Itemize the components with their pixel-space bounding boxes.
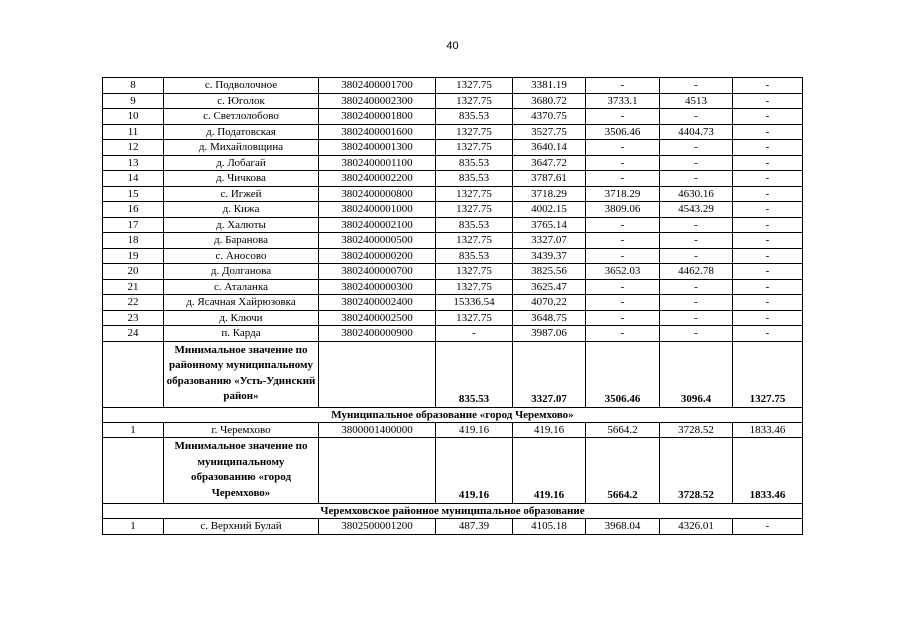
- table-row: [103, 109, 803, 125]
- table-cell-code: 3802500001200: [319, 519, 436, 535]
- table-cell-v2: 3439.37: [513, 248, 586, 264]
- table-cell-v1: 835.53: [436, 109, 513, 125]
- table-cell-n: 23: [103, 310, 164, 326]
- table-cell-code: 3802400001800: [319, 109, 436, 125]
- table-cell-v4: 4543.29: [660, 202, 733, 218]
- table-cell-v4: -: [660, 248, 733, 264]
- table-cell-v5: -: [733, 326, 803, 342]
- section-title: Черемховское районное муниципальное образование: [103, 504, 803, 519]
- table-cell-name: с. Игжей: [164, 186, 319, 202]
- table-cell-v3: 3652.03: [586, 264, 660, 280]
- table-cell-name: д. Чичкова: [164, 171, 319, 187]
- table-cell-v2: 3527.75: [513, 124, 586, 140]
- table-cell-v3: -: [586, 279, 660, 295]
- table-row: [103, 295, 803, 311]
- table-cell-v4: 4462.78: [660, 264, 733, 280]
- table-cell-n: 14: [103, 171, 164, 187]
- table-cell-v4: -: [660, 109, 733, 125]
- table-cell-n: 1: [103, 519, 164, 535]
- table-cell-code: 3802400002100: [319, 217, 436, 233]
- table-cell-name: д. Халюты: [164, 217, 319, 233]
- tariff-table: [102, 77, 803, 535]
- table-cell-v5: -: [733, 279, 803, 295]
- table-cell-v2: 3625.47: [513, 279, 586, 295]
- table-cell-v1: 487.39: [436, 519, 513, 535]
- table-cell-v4: 4630.16: [660, 186, 733, 202]
- min-value-label: Минимальное значение по районному муниципальному образованию «Усть-Удинский район»: [164, 341, 319, 407]
- table-cell-v3: 3718.29: [586, 186, 660, 202]
- table-cell-v5: -: [733, 109, 803, 125]
- table-cell-v3: -: [586, 78, 660, 94]
- table-cell-name: д. Михайловщина: [164, 140, 319, 156]
- table-row: [103, 140, 803, 156]
- table-row: [103, 326, 803, 342]
- table-cell-v5: -: [733, 93, 803, 109]
- table-cell-name: д. Долганова: [164, 264, 319, 280]
- table-cell-v3: 3968.04: [586, 519, 660, 535]
- table-row: [103, 93, 803, 109]
- table-cell-v1: 1327.75: [436, 310, 513, 326]
- table-cell-v2: 3825.56: [513, 264, 586, 280]
- table-cell-n: 22: [103, 295, 164, 311]
- table-row: [103, 233, 803, 249]
- table-cell-v2: 4105.18: [513, 519, 586, 535]
- table-cell-v1: 1327.75: [436, 140, 513, 156]
- table-cell: [103, 438, 164, 504]
- table-cell: [319, 341, 436, 407]
- table-cell-v3: -: [586, 217, 660, 233]
- table-cell-v4: 4404.73: [660, 124, 733, 140]
- table-cell-n: 16: [103, 202, 164, 218]
- table-row: [103, 217, 803, 233]
- min-value-cell: 1327.75: [733, 341, 803, 407]
- table-cell-v1: 1327.75: [436, 264, 513, 280]
- table-cell-name: с. Верхний Булай: [164, 519, 319, 535]
- min-value-cell: 419.16: [436, 438, 513, 504]
- table-cell-v3: -: [586, 109, 660, 125]
- section-title: Муниципальное образование «город Черемхово»: [103, 407, 803, 422]
- min-value-cell: 3506.46: [586, 341, 660, 407]
- table-cell-n: 18: [103, 233, 164, 249]
- table-cell-name: с. Аносово: [164, 248, 319, 264]
- table-row: [103, 422, 803, 438]
- table-cell-v4: -: [660, 310, 733, 326]
- min-value-cell: 3096.4: [660, 341, 733, 407]
- table-cell-v4: 3728.52: [660, 422, 733, 438]
- table-cell-v4: 4513: [660, 93, 733, 109]
- table-cell-code: 3802400001300: [319, 140, 436, 156]
- table-cell-v4: -: [660, 326, 733, 342]
- table-cell-v3: -: [586, 310, 660, 326]
- table-cell-v4: -: [660, 217, 733, 233]
- table-cell-code: 3802400000500: [319, 233, 436, 249]
- table-cell-name: д. Ключи: [164, 310, 319, 326]
- table-cell-v2: 3648.75: [513, 310, 586, 326]
- table-cell-n: 9: [103, 93, 164, 109]
- table-cell-v4: -: [660, 140, 733, 156]
- table-cell-v1: 835.53: [436, 171, 513, 187]
- table-cell-v1: 419.16: [436, 422, 513, 438]
- table-cell-v5: -: [733, 310, 803, 326]
- table-cell-v5: -: [733, 233, 803, 249]
- table-cell-v5: -: [733, 186, 803, 202]
- table-cell-name: п. Карда: [164, 326, 319, 342]
- min-value-label: Минимальное значение по муниципальному образованию «город Черемхово»: [164, 438, 319, 504]
- table-cell-name: д. Баранова: [164, 233, 319, 249]
- table-row: [103, 171, 803, 187]
- table-cell-v1: 1327.75: [436, 124, 513, 140]
- table-cell-name: с. Аталанка: [164, 279, 319, 295]
- table-cell-v1: 1327.75: [436, 233, 513, 249]
- table-cell-v3: -: [586, 171, 660, 187]
- table-cell-n: 10: [103, 109, 164, 125]
- table-cell-v1: 1327.75: [436, 186, 513, 202]
- table-cell-n: 19: [103, 248, 164, 264]
- table-cell-v5: -: [733, 217, 803, 233]
- table-cell-code: 3802400002500: [319, 310, 436, 326]
- table-cell-v3: 3809.06: [586, 202, 660, 218]
- table-row: [103, 186, 803, 202]
- table-cell-n: 21: [103, 279, 164, 295]
- min-value-cell: 835.53: [436, 341, 513, 407]
- table-cell-v5: -: [733, 171, 803, 187]
- table-cell-v1: 1327.75: [436, 202, 513, 218]
- table-cell-v5: -: [733, 202, 803, 218]
- table-row: [103, 155, 803, 171]
- table-body: [103, 78, 803, 535]
- table-cell-name: с. Подволочное: [164, 78, 319, 94]
- min-value-cell: 419.16: [513, 438, 586, 504]
- table-cell-v2: 3647.72: [513, 155, 586, 171]
- table-cell-code: 3800001400000: [319, 422, 436, 438]
- table-cell-v5: -: [733, 155, 803, 171]
- table-cell-v5: -: [733, 248, 803, 264]
- min-value-cell: 3728.52: [660, 438, 733, 504]
- table-cell-v2: 3787.61: [513, 171, 586, 187]
- section-header-row: [103, 504, 803, 519]
- table-cell-name: с. Юголок: [164, 93, 319, 109]
- table-cell-v4: -: [660, 171, 733, 187]
- table-row: [103, 248, 803, 264]
- min-value-cell: 5664.2: [586, 438, 660, 504]
- table-cell-v2: 419.16: [513, 422, 586, 438]
- table-cell-v3: -: [586, 248, 660, 264]
- table-row: [103, 124, 803, 140]
- table-cell-v2: 4370.75: [513, 109, 586, 125]
- table-cell-v3: -: [586, 326, 660, 342]
- table-cell-v5: -: [733, 519, 803, 535]
- table-cell-n: 13: [103, 155, 164, 171]
- table-cell-v2: 3327.07: [513, 233, 586, 249]
- table-cell-v2: 3718.29: [513, 186, 586, 202]
- table-cell-code: 3802400000300: [319, 279, 436, 295]
- table-cell-n: 1: [103, 422, 164, 438]
- table-cell-n: 11: [103, 124, 164, 140]
- table-cell-v1: 835.53: [436, 217, 513, 233]
- table-cell-name: д. Податовская: [164, 124, 319, 140]
- table-cell-n: 12: [103, 140, 164, 156]
- table-cell-code: 3802400002200: [319, 171, 436, 187]
- table-cell-code: 3802400001100: [319, 155, 436, 171]
- min-value-row-cheremkhovo: [103, 438, 803, 504]
- table-cell-v1: 1327.75: [436, 78, 513, 94]
- table-cell-code: 3802400002300: [319, 93, 436, 109]
- table-cell-code: 3802400000700: [319, 264, 436, 280]
- table-cell-v4: -: [660, 155, 733, 171]
- table-cell-v4: -: [660, 295, 733, 311]
- table-cell-code: 3802400002400: [319, 295, 436, 311]
- table-cell-n: 17: [103, 217, 164, 233]
- table-cell-v5: -: [733, 78, 803, 94]
- table-cell-name: с. Светлолобово: [164, 109, 319, 125]
- table-cell-n: 20: [103, 264, 164, 280]
- table-cell-name: д. Ясачная Хайрюзовка: [164, 295, 319, 311]
- table-cell-n: 8: [103, 78, 164, 94]
- table-row: [103, 310, 803, 326]
- table-cell-v2: 3381.19: [513, 78, 586, 94]
- table-cell-v5: -: [733, 264, 803, 280]
- table-cell-v4: -: [660, 233, 733, 249]
- table-cell-v4: -: [660, 279, 733, 295]
- min-value-cell: 1833.46: [733, 438, 803, 504]
- table-row: [103, 202, 803, 218]
- table-cell-v3: -: [586, 233, 660, 249]
- table-cell-name: д. Лобагай: [164, 155, 319, 171]
- table-cell-v1: 1327.75: [436, 93, 513, 109]
- table-cell-v2: 3680.72: [513, 93, 586, 109]
- table-cell-v2: 3987.06: [513, 326, 586, 342]
- table-cell-v2: 4070.22: [513, 295, 586, 311]
- table-cell-v3: 3506.46: [586, 124, 660, 140]
- table-cell-v3: 3733.1: [586, 93, 660, 109]
- table-row: [103, 279, 803, 295]
- table-cell-v5: -: [733, 124, 803, 140]
- table-cell-v5: -: [733, 140, 803, 156]
- table-cell: [319, 438, 436, 504]
- table-cell-v5: 1833.46: [733, 422, 803, 438]
- table-cell: [103, 341, 164, 407]
- table-cell-v1: -: [436, 326, 513, 342]
- table-cell-code: 3802400001000: [319, 202, 436, 218]
- table-cell-v3: -: [586, 140, 660, 156]
- table-cell-code: 3802400001600: [319, 124, 436, 140]
- table-cell-name: г. Черемхово: [164, 422, 319, 438]
- table-cell-v1: 835.53: [436, 248, 513, 264]
- table-cell-v1: 15336.54: [436, 295, 513, 311]
- table-cell-code: 3802400000200: [319, 248, 436, 264]
- section-header-row: [103, 407, 803, 422]
- table-cell-v5: -: [733, 295, 803, 311]
- table-cell-v1: 835.53: [436, 155, 513, 171]
- table-cell-v2: 3765.14: [513, 217, 586, 233]
- table-cell-v3: -: [586, 295, 660, 311]
- page-number: 40: [446, 40, 459, 52]
- table-row: [103, 519, 803, 535]
- table-cell-n: 24: [103, 326, 164, 342]
- table-row: [103, 264, 803, 280]
- table-cell-v2: 3640.14: [513, 140, 586, 156]
- table-cell-code: 3802400000800: [319, 186, 436, 202]
- table-cell-v2: 4002.15: [513, 202, 586, 218]
- table-cell-v1: 1327.75: [436, 279, 513, 295]
- table-cell-v3: 5664.2: [586, 422, 660, 438]
- min-value-cell: 3327.07: [513, 341, 586, 407]
- table-cell-v4: -: [660, 78, 733, 94]
- table-row: [103, 78, 803, 94]
- min-value-row-ust-uda: [103, 341, 803, 407]
- table-cell-code: 3802400000900: [319, 326, 436, 342]
- table-cell-code: 3802400001700: [319, 78, 436, 94]
- table-cell-v4: 4326.01: [660, 519, 733, 535]
- table-cell-n: 15: [103, 186, 164, 202]
- table-cell-v3: -: [586, 155, 660, 171]
- table-cell-name: д. Кижа: [164, 202, 319, 218]
